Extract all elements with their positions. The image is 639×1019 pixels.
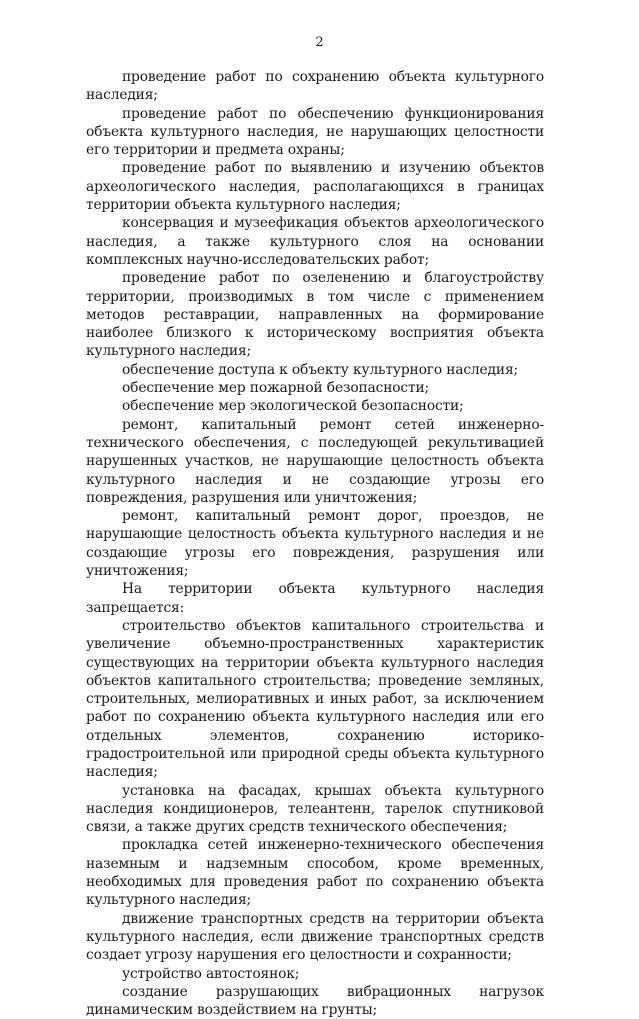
paragraph: ремонт, капитальный ремонт дорог, проездов, не нарушающие целостность объекта культурного наследия и не создающие угрозы его повреждения, разрушения или уничтожения;: [86, 508, 544, 580]
paragraph: проведение работ по выявлению и изучению объектов археологического наследия, располагающихся в границах территории объекта культурного наследия;: [86, 160, 544, 214]
paragraph: консервация и музеефикация объектов археологического наследия, а также культурного слоя на основании комплексных научно-исследовательских работ;: [86, 215, 544, 268]
page-number: 2: [315, 35, 324, 50]
paragraph: устройство автостоянок;: [122, 965, 300, 982]
paragraph: прокладка сетей инженерно-технического обеспечения наземным и надземным способом, кроме временных, необходимых для проведения работ по сохранению объекта культурного наследия;: [86, 837, 544, 909]
paragraph: обеспечение доступа к объекту культурного наследия;: [122, 361, 518, 378]
paragraph: проведение работ по озеленению и благоустройству территории, производимых в том числе с применением методов реставрации, направленных на формирование наиболее близкого к историческому восприятия объекта культурного наследия;: [86, 270, 544, 360]
paragraph: обеспечение мер экологической безопасности;: [122, 398, 464, 415]
paragraph: ремонт, капитальный ремонт сетей инженерно-технического обеспечения, с последующей рекультивацией нарушенных участков, не нарушающие целостность объекта культурного наследия и не создающие угрозы его повреждения, разрушения или уничтожения;: [86, 416, 544, 506]
paragraph: установка на фасадах, крышах объекта культурного наследия кондиционеров, телеантенн, тарелок спутниковой связи, а также других средств технического обеспечения;: [86, 782, 544, 836]
paragraph: проведение работ по сохранению объекта культурного наследия;: [86, 69, 544, 104]
document-body: [86, 68, 544, 1019]
paragraph: проведение работ по обеспечению функционирования объекта культурного наследия, не нарушающих целостности его территории и предмета охраны;: [86, 105, 544, 159]
paragraph: движение транспортных средств на территории объекта культурного наследия, если движение транспортных средств создает угрозу нарушения его целостности и сохранности;: [86, 910, 544, 964]
paragraph: обеспечение мер пожарной безопасности;: [122, 380, 430, 397]
paragraph: создание разрушающих вибрационных нагрузок динамическим воздействием на грунты;: [86, 983, 544, 1019]
paragraph: строительство объектов капитального строительства и увеличение объемно-пространственных характеристик существующих на территории объекта культурного наследия объектов капитального строительства; проведение земляных, строительных, мелиоративных и иных работ, за исключением работ по сохранению объекта культурного наследия или его отдельных элементов, сохранению историко-градостроительной или природной среды объекта культурного наследия;: [86, 617, 544, 781]
section-lead-paragraph: На территории объекта культурного наследия запрещается:: [86, 581, 544, 616]
